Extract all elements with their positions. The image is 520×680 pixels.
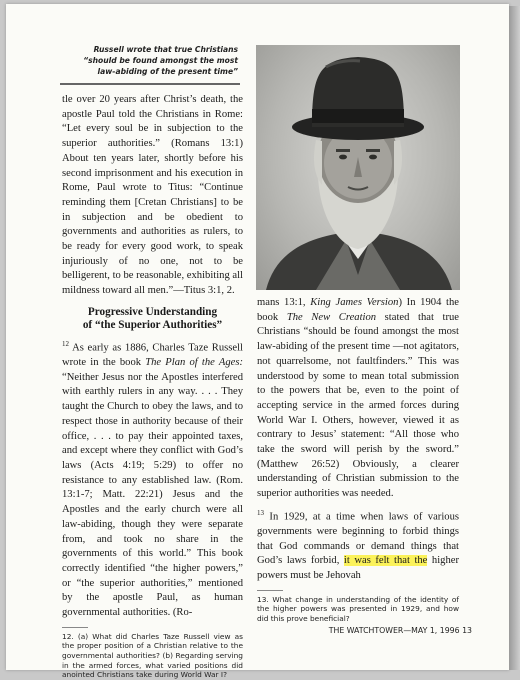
- pull-quote: [60, 44, 238, 77]
- body-paragraph-12: [62, 337, 243, 621]
- footnote-rule: [257, 590, 283, 591]
- study-question-12: 12. (a) What did Charles Taze Russell view as the proper position of a Christian relative to the governmental authorities? (b) Regarding serving in the armed forces, what varied positions did anointed Christians take during World War I?: [62, 631, 243, 680]
- paragraph-text: higher powers must be Jehovah: [257, 555, 459, 582]
- right-column: [257, 296, 459, 624]
- pull-quote-line: Russell wrote that true Christians: [93, 45, 238, 54]
- paragraph-number: 13: [257, 508, 264, 517]
- page-footer: THE WATCHTOWER—MAY 1, 1996 13: [328, 626, 472, 635]
- pull-quote-rule: [60, 83, 240, 85]
- body-paragraph-13: [257, 506, 459, 584]
- book-title: The Plan of the Ages:: [145, 357, 243, 369]
- portrait-photo: [256, 45, 460, 290]
- pull-quote-line: law-abiding of the present time”: [97, 67, 238, 76]
- section-heading: [62, 306, 243, 333]
- paragraph-text: stated that true Christians “should be found amongst the most law-abiding of the present time —not agitators, not quarrelsome, not faultfinders.” This was understood by some to mean total submission to the powers that be, even to the point of accepting service in the armed forces during World War I. Others, however, viewed it as contrary to Jesus’ statement: “All those who take the sword will perish by the sword.” (Matthew 26:52) Obviously, a clearer understanding of Christian submission to the superior authorities was needed.: [257, 311, 459, 500]
- paragraph-text: As early as 1886, Charles Taze Russell wrote in the book: [62, 342, 243, 369]
- footnote-rule: [62, 627, 88, 628]
- pull-quote-line: “should be found amongst the most: [83, 56, 238, 65]
- heading-line: of “the Superior Authorities”: [82, 319, 223, 332]
- study-question-13: 13. What change in understanding of the identity of the higher powers was presented in 1929, and how did this prove beneficial?: [257, 594, 459, 624]
- bible-version: King James Version: [310, 297, 399, 308]
- book-title: The New Creation: [286, 311, 377, 323]
- paragraph-text: In 1929, at a time when laws of various governments were beginning to forbid things that God commands or demand things that God’s laws forbid,: [257, 511, 459, 567]
- page-edge-shadow: [509, 6, 520, 670]
- paragraph-text: mans 13:1,: [257, 297, 311, 308]
- portrait-illustration: [256, 45, 460, 290]
- paragraph-text: ) In 1904 the book: [257, 297, 459, 323]
- body-paragraph: [257, 296, 459, 502]
- paragraph-text: “Neither Jesus nor the Apostles interfered with earthly rulers in any way. . . . They taught the Church to obey the laws, and to respect those in authority because of their office, . . . to pay their appointed taxes, and except where they conflict with God’s laws (Acts 4:19; 5:29) to offer no resistance to any established law. (Rom. 13:1-7; Matt. 22:21) Jesus and the Apostles and the early church were all law-abiding, though they were separate from, and took no share in the governments of this world.” This book correctly identified “the higher powers,” or “the superior authorities,” mentioned by the apostle Paul, as human governmental authorities. (Ro-: [62, 371, 243, 619]
- body-paragraph: tle over 20 years after Christ’s death, the apostle Paul told the Christians in Rome: “Let every soul be in subjection to the superior authorities.” (Romans 13:1) About ten years later, shortly before his second imprisonment and his execution in Rome, Paul wrote to Titus: “Continue reminding them [Cretan Christians] to be in subjection and be obedient to governments and authorities as rulers, to be ready for every good work, to speak injuriously of no one, not to be belligerent, to be reasonable, exhibiting all mildness toward all men.”—Titus 3:1, 2.: [62, 94, 243, 297]
- heading-line: Progressive Understanding: [87, 305, 218, 318]
- left-column: [62, 93, 243, 680]
- highlighted-text: it was felt that the: [343, 555, 428, 567]
- paragraph-number: 12: [62, 339, 69, 348]
